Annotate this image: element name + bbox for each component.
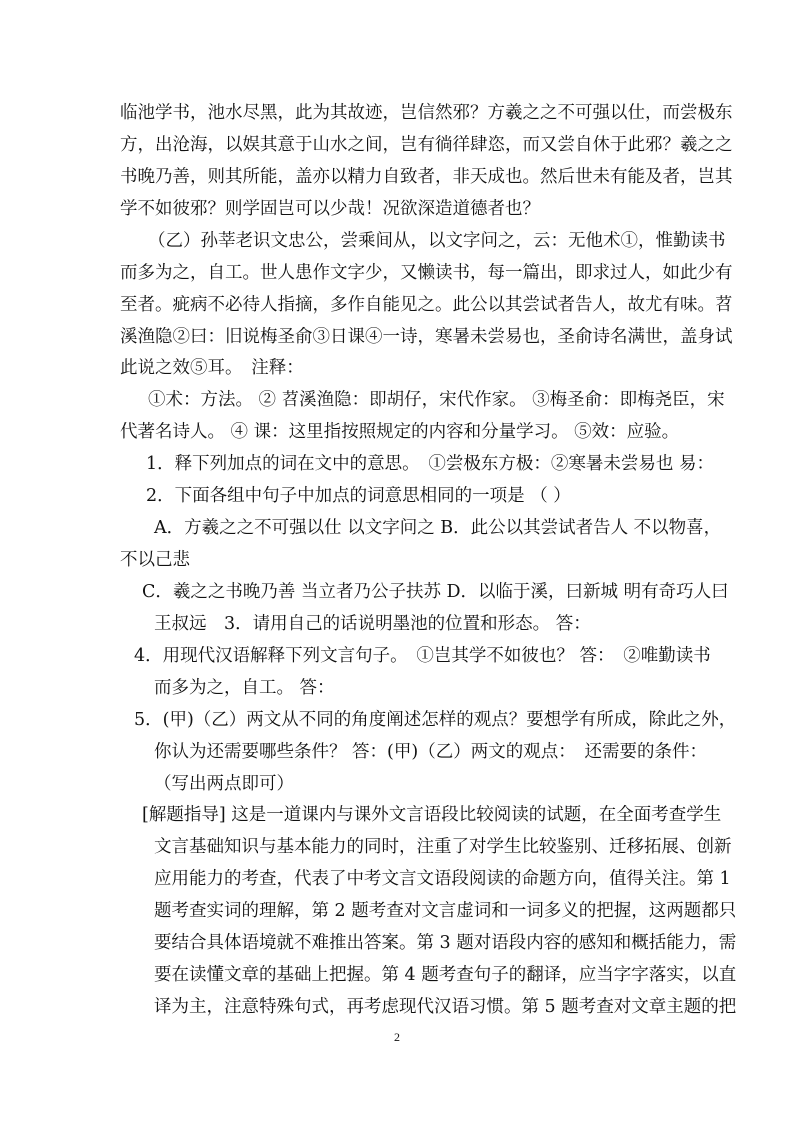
guidance-line: [解题指导] 这是一道课内与课外文言语段比较阅读的试题，在全面考查学生 xyxy=(142,805,722,825)
text-line: 临池学书，池水尽黑，此为其故迹，岂信然邪？方羲之之不可强以仕，而尝极东 xyxy=(120,103,733,123)
question-line: 1．释下列加点的词在文中的意思。 ①尝极东方极：②寒暑未尝易也 易： xyxy=(146,454,714,474)
question-line: 王叔远 3．请用自己的话说明墨池的位置和形态。 答： xyxy=(154,614,591,634)
question-line: C．羲之之书晚乃善 当立者乃公子扶苏 D．以临于溪，曰新城 明有奇巧人曰 xyxy=(142,582,729,602)
question-line: 不以己悲 xyxy=(120,550,190,570)
guidance-line: 要在读懂文章的基础上把握。第 4 题考查句子的翻译，应当字字落实，以直 xyxy=(154,965,737,985)
text-line: 溪渔隐②曰：旧说梅圣俞③日课④一诗，寒暑未尝易也，圣俞诗名满世，盖身试 xyxy=(120,327,733,347)
question-line: 2．下面各组中句子中加点的词意思相同的一项是 （ ） xyxy=(146,486,571,506)
text-line: 此说之效⑤耳。 注释： xyxy=(120,358,304,378)
guidance-line: 题考查实词的理解，第 2 题考查对文言虚词和一词多义的把握，这两题都只 xyxy=(154,901,737,921)
question-line: 5．(甲)（乙）两文从不同的角度阐述怎样的观点？要想学有所成，除此之外， xyxy=(134,710,737,730)
question-line: 4．用现代汉语解释下列文言句子。 ①岂其学不如彼也？ 答： ②唯勤读书 xyxy=(134,646,711,666)
question-line: 而多为之，自工。 答： xyxy=(154,678,335,698)
text-line: 至者。疵病不必待人指摘，多作自能见之。此公以其尝试者告人，故尤有味。苕 xyxy=(120,295,733,315)
text-line: 而多为之，自工。世人患作文字少，又懒读书，每一篇出，即求过人，如此少有 xyxy=(120,263,733,283)
question-line: （写出两点即可） xyxy=(154,774,294,794)
page-number: 2 xyxy=(394,1030,400,1044)
footnote-line: 代著名诗人。 ④ 课：这里指按照规定的内容和分量学习。 ⑤效：应验。 xyxy=(120,422,680,442)
guidance-line: 应用能力的考查，代表了中考文言文语段阅读的命题方向，值得关注。第 1 xyxy=(154,869,731,889)
guidance-line: 译为主，注意特殊句式，再考虑现代汉语习惯。第 5 题考查对文章主题的把 xyxy=(154,997,737,1017)
guidance-line: 文言基础知识与基本能力的同时，注重了对学生比较鉴别、迁移拓展、创新 xyxy=(154,837,732,857)
text-line: 方，出沧海，以娱其意于山水之间，岂有徜徉肆恣，而又尝自休于此邪？羲之之 xyxy=(120,135,733,155)
question-line: A．方羲之之不可强以仕 以文字问之 B．此公以其尝试者告人 不以物喜， xyxy=(154,518,722,538)
text-line: 学不如彼邪？则学固岂可以少哉！况欲深造道德者也？ xyxy=(120,199,540,219)
footnote-line: ①术：方法。 ② 苕溪渔隐：即胡仔，宋代作家。 ③梅圣俞：即梅尧臣，宋 xyxy=(148,390,725,410)
text-line: 书晚乃善，则其所能，盖亦以精力自致者，非天成也。然后世未有能及者，岂其 xyxy=(120,167,733,187)
question-line: 你认为还需要哪些条件？ 答：(甲)（乙）两文的观点： 还需要的条件： xyxy=(154,742,707,762)
guidance-line: 要结合具体语境就不难推出答案。第 3 题对语段内容的感知和概括能力，需 xyxy=(154,933,737,953)
text-line: （乙）孙莘老识文忠公，尝乘间从，以文字问之，云：无他术①，惟勤读书 xyxy=(148,231,726,251)
